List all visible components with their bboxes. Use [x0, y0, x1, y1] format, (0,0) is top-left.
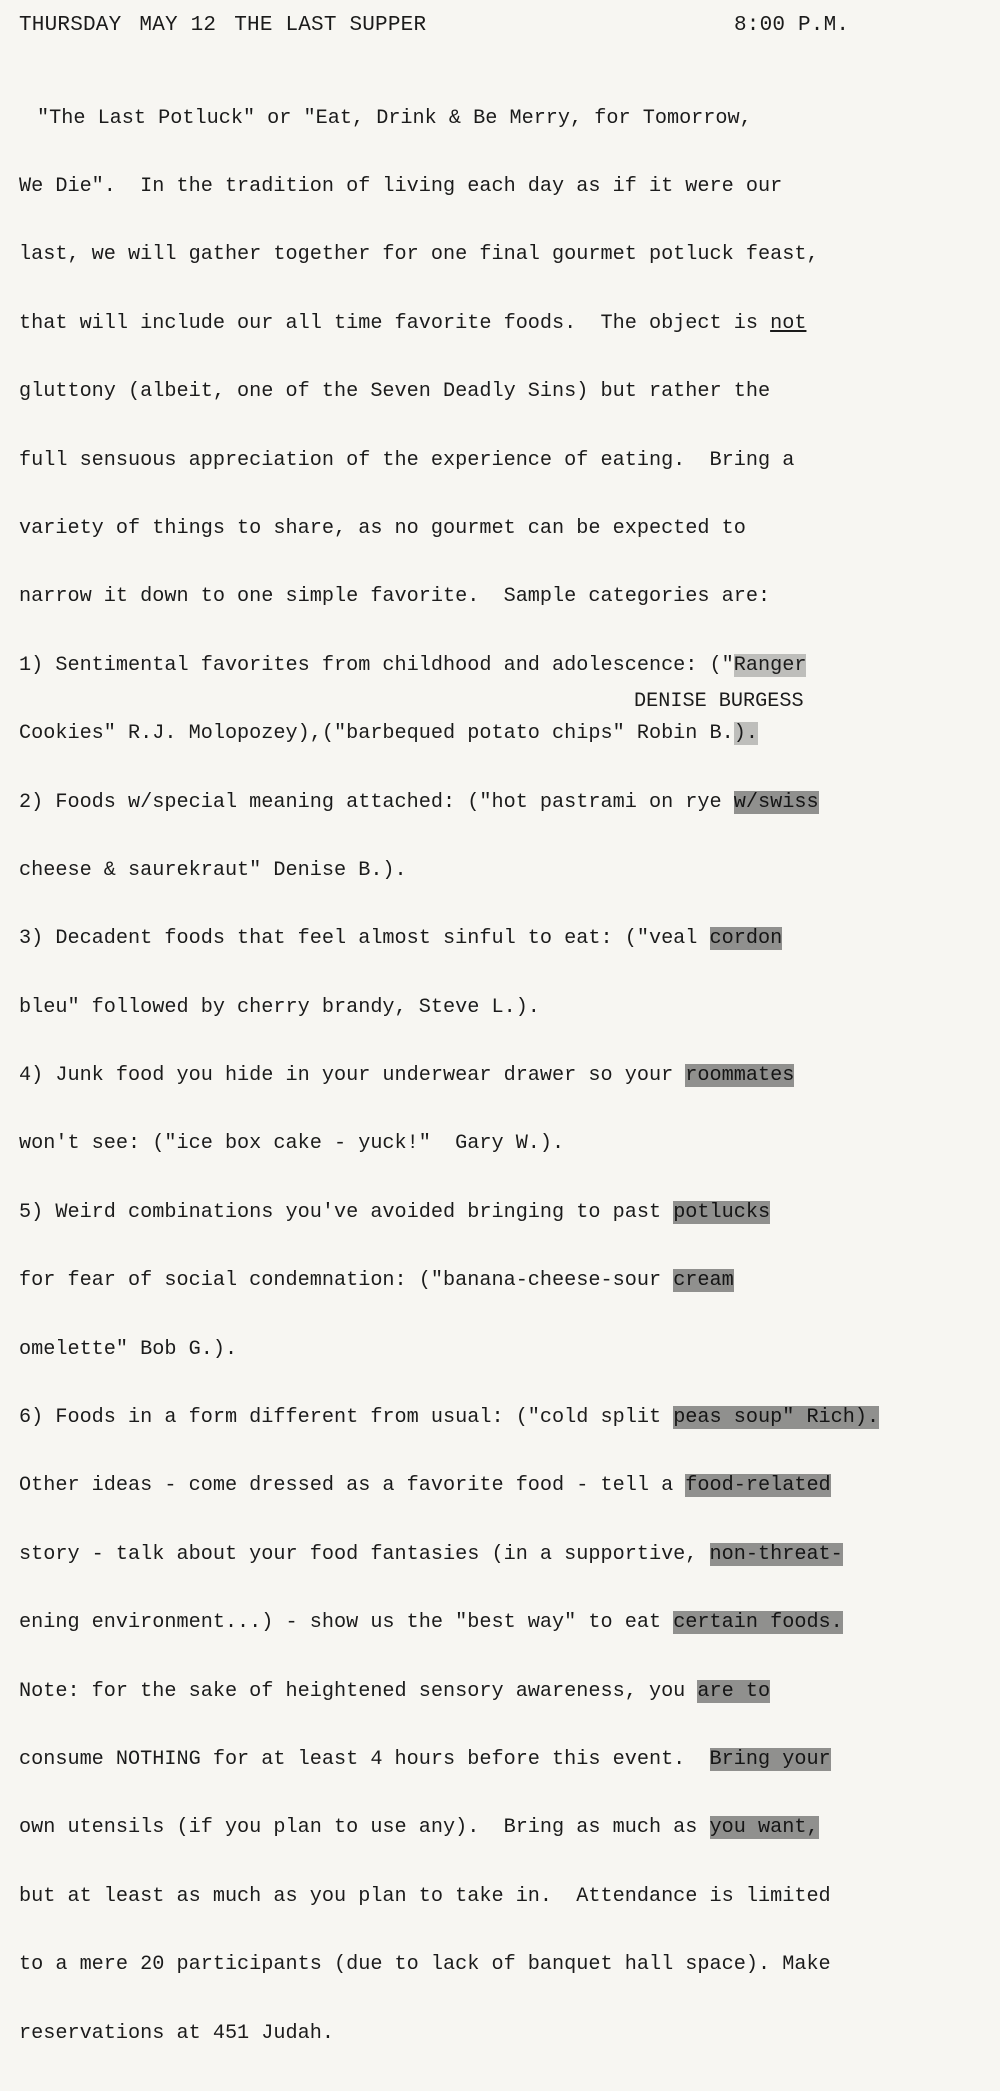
text-line: "The Last Potluck" or "Eat, Drink & Be Merry, for Tomorrow, [37, 106, 752, 130]
text-line [19, 1749, 989, 1772]
author-signature: DENISE BURGESS [634, 690, 804, 713]
text-line: reservations at 451 Judah. [19, 2021, 334, 2045]
text-line: won't see: ("ice box cake - yuck!" Gary W.). [19, 1132, 565, 1156]
text-fragment: story - talk about your food fantasies (in a supportive, [19, 1542, 710, 1566]
emphasis-not: not [770, 311, 807, 335]
text-fragment: own utensils (if you plan to use any). Bring as much as [19, 1816, 710, 1840]
text-line: bleu" followed by cherry brandy, Steve L.). [19, 995, 540, 1019]
text-line: narrow it down to one simple favorite. Sample categories are: [19, 585, 771, 609]
text-fragment: consume NOTHING for at least 4 hours before this event. [19, 1747, 710, 1771]
event-description [19, 62, 989, 2091]
text-line: cheese & saurekraut" Denise B.). [19, 858, 407, 882]
text-line [19, 1681, 989, 1704]
text-line: gluttony (albeit, one of the Seven Deadly Sins) but rather the [19, 380, 771, 404]
text-line [19, 1612, 989, 1635]
event-time: 8:00 P.M. [734, 14, 850, 37]
text-line [19, 1544, 989, 1567]
text-line: We Die". In the tradition of living each day as if it were our [19, 174, 783, 198]
smudged-text: certain foods. [673, 1611, 843, 1635]
text-fragment: ening environment...) - show us the "best way" to eat [19, 1611, 674, 1635]
text-line: full sensuous appreciation of the experience of eating. Bring a [19, 448, 795, 472]
text-line [19, 1475, 989, 1498]
smudged-text: Bring your [709, 1747, 831, 1771]
smudged-text: potlucks [673, 1200, 771, 1224]
smudged-text: food-related [685, 1474, 831, 1498]
text-line [19, 928, 989, 951]
text-line [19, 1202, 989, 1225]
smudged-text: cream [673, 1269, 734, 1293]
text-fragment: that will include our all time favorite foods. The object is [19, 311, 771, 335]
text-line [19, 1817, 989, 1840]
event-title: THE LAST SUPPER [234, 14, 427, 37]
text-fragment: 1) Sentimental favorites from childhood and adolescence: (" [19, 653, 734, 677]
smudged-text: cordon [709, 927, 783, 951]
text-fragment: 6) Foods in a form different from usual: ("cold split [19, 1406, 674, 1430]
text-line [19, 723, 989, 746]
text-line [19, 1065, 989, 1088]
smudged-text: you want, [709, 1816, 819, 1840]
text-line: variety of things to share, as no gourmet can be expected to [19, 516, 746, 540]
text-line [19, 1270, 989, 1293]
text-fragment: Note: for the sake of heightened sensory awareness, you [19, 1679, 698, 1703]
smudged-text: peas soup" Rich). [673, 1406, 880, 1430]
text-fragment: Cookies" R.J. Molopozey),("barbequed potato chips" Robin B. [19, 722, 734, 746]
text-fragment: 3) Decadent foods that feel almost sinful to eat: ("veal [19, 927, 710, 951]
smudged-text: non-threat- [709, 1542, 843, 1566]
text-fragment: 2) Foods w/special meaning attached: ("hot pastrami on rye [19, 790, 734, 814]
event-header-left [19, 14, 444, 37]
event-header [19, 14, 979, 42]
text-line: omelette" Bob G.). [19, 1337, 238, 1361]
text-fragment: Other ideas - come dressed as a favorite food - tell a [19, 1474, 686, 1498]
event-date: MAY 12 [139, 14, 217, 37]
text-line [19, 655, 989, 678]
text-line [19, 313, 989, 336]
smudged-text: roommates [685, 1064, 795, 1088]
text-line [19, 1407, 989, 1430]
text-line: last, we will gather together for one final gourmet potluck feast, [19, 243, 819, 267]
text-line [19, 792, 989, 815]
smudged-text: are to [697, 1679, 771, 1703]
text-line: but at least as much as you plan to take in. Attendance is limited [19, 1884, 831, 1908]
smudged-text: ). [733, 722, 758, 746]
smudged-text: Ranger [733, 653, 807, 677]
text-fragment: 4) Junk food you hide in your underwear drawer so your [19, 1064, 686, 1088]
text-fragment: for fear of social condemnation: ("banana-cheese-sour [19, 1269, 674, 1293]
text-fragment: 5) Weird combinations you've avoided bringing to past [19, 1200, 674, 1224]
text-line: to a mere 20 participants (due to lack of banquet hall space). Make [19, 1953, 831, 1977]
smudged-text: w/swiss [733, 790, 819, 814]
event-day: THURSDAY [19, 14, 122, 37]
